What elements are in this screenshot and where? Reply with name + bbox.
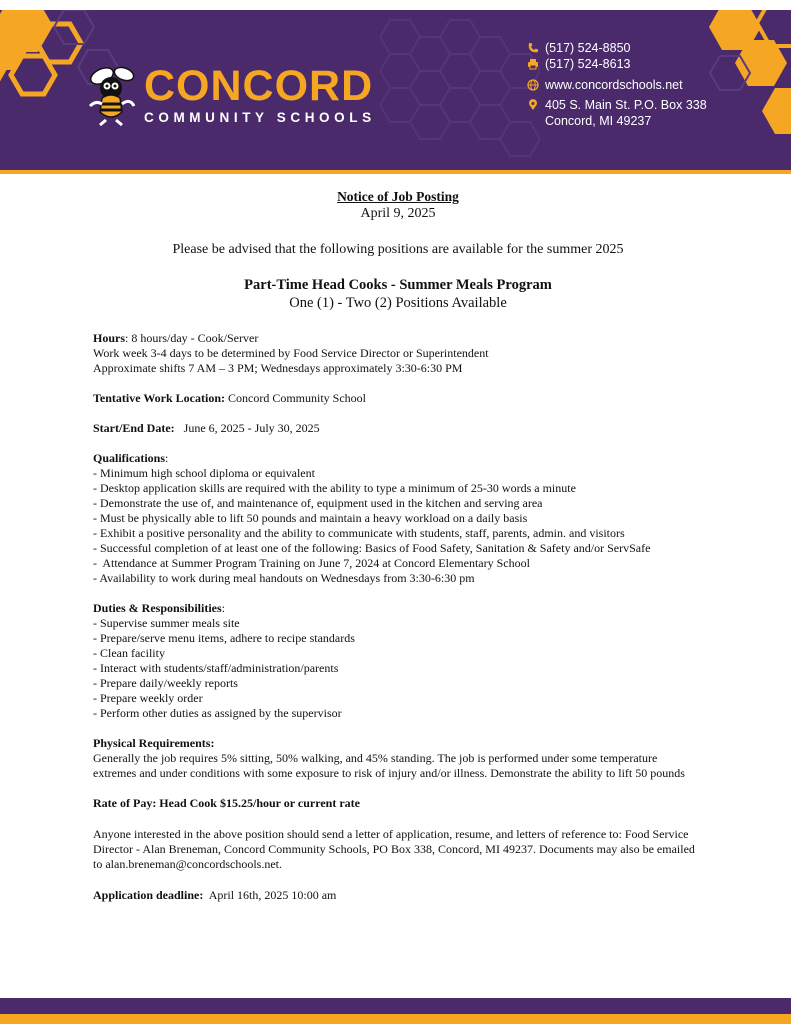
address-row [527, 97, 707, 129]
deadline-section [93, 888, 703, 903]
letterhead-banner [0, 10, 791, 170]
duty-item: - Prepare daily/weekly reports [93, 676, 238, 690]
website-row [527, 77, 707, 97]
duty-item: - Clean facility [93, 646, 165, 660]
qualification-item: - Desktop application skills are required with the ability to type a minimum of 25-30 words a minute [93, 481, 576, 495]
location-value: Concord Community School [225, 391, 367, 405]
honeycomb-right-decoration [700, 10, 791, 170]
location-pin-icon [527, 99, 539, 111]
hornet-mascot-icon [86, 62, 138, 126]
notice-advisory: Please be advised that the following positions are available for the summer 2025 [172, 242, 624, 257]
duty-item: - Prepare/serve menu items, adhere to recipe standards [93, 631, 355, 645]
notice-date: April 9, 2025 [360, 206, 436, 221]
logo-wordmark: CONCORD [144, 61, 374, 110]
job-posting-body [93, 188, 703, 903]
fax-number: (517) 524-8613 [545, 57, 631, 71]
phone-icon [527, 42, 539, 54]
physical-text: Generally the job requires 5% sitting, 50% walking, and 45% standing. The job is performed under some temperature extremes and under conditions with some exposure to risk of injury and/or illness. Demonstrate the ability to lift 50 pounds [93, 751, 685, 780]
position-count: One (1) - Two (2) Positions Available [289, 295, 507, 311]
qualifications-label: Qualifications [93, 451, 166, 465]
duty-item: - Supervise summer meals site [93, 616, 240, 630]
hours-value: : 8 hours/day - Cook/Server [125, 331, 259, 345]
application-instructions [93, 827, 703, 872]
notice-title: Notice of Job Posting [337, 189, 459, 204]
honeycomb-pattern-decoration [380, 10, 540, 170]
address-line-1: 405 S. Main St. P.O. Box 338 [545, 98, 707, 112]
qualification-item: - Successful completion of at least one of the following: Basics of Food Safety, Sanitation & Safety and/or ServSafe [93, 541, 651, 555]
qualifications-colon: : [165, 451, 169, 465]
qualification-item: - Must be physically able to lift 50 pounds and maintain a heavy workload on a daily basis [93, 511, 528, 525]
header-divider [0, 170, 791, 174]
physical-label: Physical Requirements: [93, 736, 215, 750]
hours-line: Approximate shifts 7 AM – 3 PM; Wednesdays approximately 3:30-6:30 PM [93, 361, 463, 375]
logo-subtitle: COMMUNITY SCHOOLS [144, 109, 376, 125]
hours-line: Work week 3-4 days to be determined by Food Service Director or Superintendent [93, 346, 489, 360]
phone-row [527, 40, 707, 56]
pay-rate: Rate of Pay: Head Cook $15.25/hour or current rate [93, 796, 360, 810]
duty-item: - Prepare weekly order [93, 691, 203, 705]
duties-label: Duties & Responsibilities [93, 601, 222, 615]
address-line-2: Concord, MI 49237 [545, 114, 652, 128]
fax-printer-icon [527, 58, 539, 70]
globe-icon [527, 79, 539, 91]
contact-info [527, 40, 707, 129]
dates-label: Start/End Date: [93, 421, 175, 435]
pay-section [93, 796, 703, 811]
deadline-value: April 16th, 2025 10:00 am [203, 888, 337, 902]
application-text: Anyone interested in the above position should send a letter of application, resume, and letters of reference to: Food Service Director - Alan Breneman, Concord Community Schools, PO Box 338, Concord, MI 49237. Documents may also be emailed to alan.breneman@concordschools.net. [93, 827, 695, 871]
fax-row [527, 56, 707, 72]
duty-item: - Perform other duties as assigned by the supervisor [93, 706, 342, 720]
school-logo [86, 62, 376, 126]
duties-colon: : [221, 601, 226, 615]
hours-section [93, 331, 703, 376]
deadline-label: Application deadline: [93, 888, 204, 902]
phone-number: (517) 524-8850 [545, 41, 631, 55]
location-label: Tentative Work Location: [93, 391, 226, 405]
qualification-item: - Exhibit a positive personality and the ability to communicate with students, staff, parents, admin. and visitors [93, 526, 625, 540]
duty-item: - Interact with students/staff/administration/parents [93, 661, 339, 675]
website-link[interactable]: www.concordschools.net [545, 78, 683, 92]
footer-gold-stripe [0, 1014, 791, 1024]
qualification-item: - Availability to work during meal handouts on Wednesdays from 3:30-6:30 pm [93, 571, 475, 585]
footer-bar [0, 998, 791, 1014]
qualification-item: - Demonstrate the use of, and maintenance of, equipment used in the kitchen and serving area [93, 496, 543, 510]
physical-section [93, 736, 703, 781]
qualifications-section [93, 451, 703, 586]
duties-section [93, 601, 703, 721]
qualification-item: - Attendance at Summer Program Training on June 7, 2024 at Concord Elementary School [93, 556, 530, 570]
dates-section [93, 421, 703, 436]
location-section [93, 391, 703, 406]
hours-label: Hours [93, 331, 126, 345]
qualification-item: - Minimum high school diploma or equivalent [93, 466, 315, 480]
dates-value: June 6, 2025 - July 30, 2025 [174, 421, 320, 435]
position-title: Part-Time Head Cooks - Summer Meals Program [244, 277, 552, 293]
